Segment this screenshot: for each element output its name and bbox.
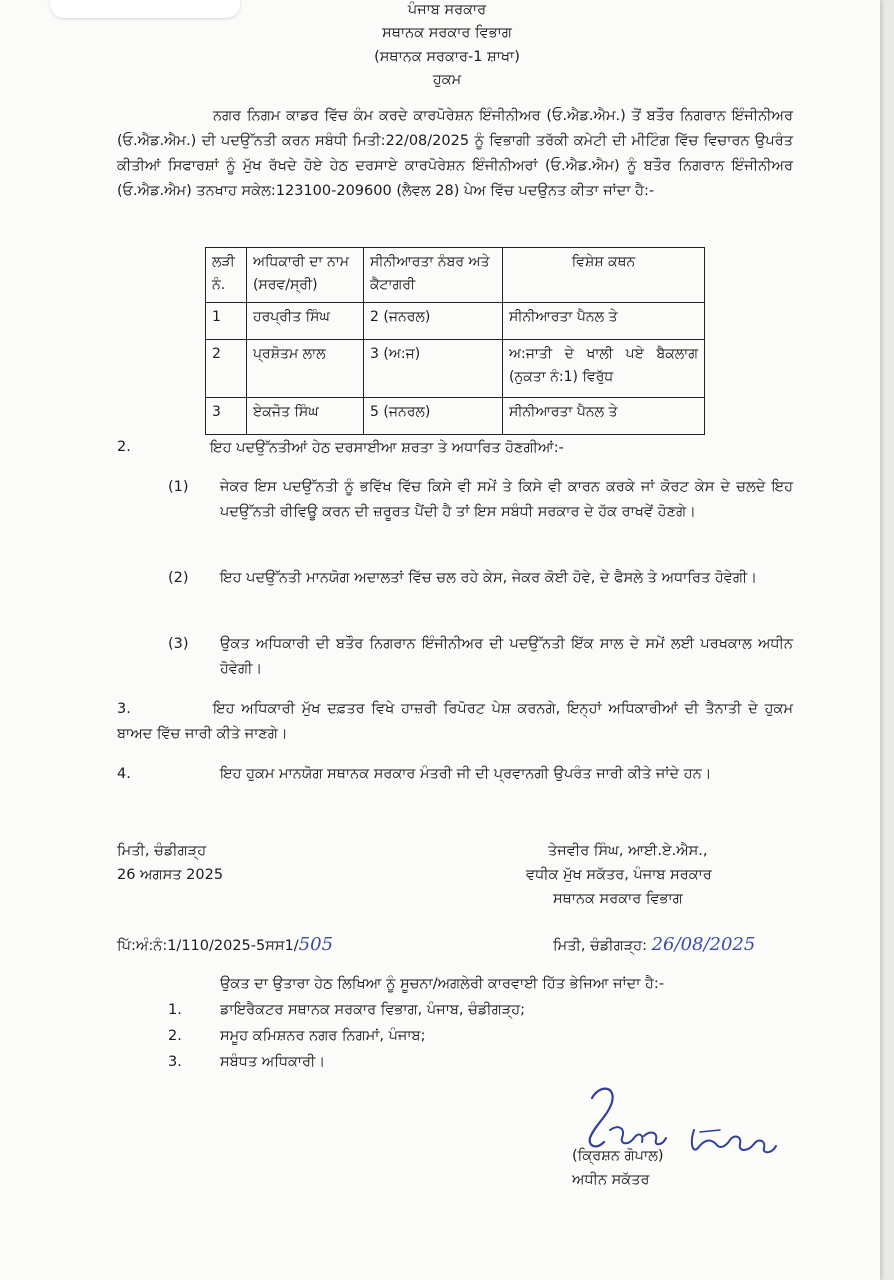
col-header-name: ਅਧਿਕਾਰੀ ਦਾ ਨਾਮ (ਸਰਵ/ਸ੍ਰੀ) bbox=[247, 248, 364, 303]
cell-name: ਹਰਪ੍ਰੀਤ ਸਿੰਘ bbox=[247, 303, 364, 340]
header-government: ਪੰਜਾਬ ਸਰਕਾਰ bbox=[407, 2, 487, 18]
table-row bbox=[206, 303, 705, 340]
issue-date: 26 ਅਗਸਤ 2025 bbox=[117, 867, 224, 883]
copy-item: ਡਾਇਰੈਕਟਰ ਸਥਾਨਕ ਸਰਕਾਰ ਵਿਭਾਗ, ਪੰਜਾਬ, ਚੰਡੀਗੜ੍ਹ; bbox=[220, 1002, 526, 1018]
intro-paragraph bbox=[117, 104, 793, 204]
table-row bbox=[206, 340, 705, 398]
clause-3-text: ਉਕਤ ਅਧਿਕਾਰੀ ਦੀ ਬਤੌਰ ਨਿਗਰਾਨ ਇੰਜੀਨੀਅਰ ਦੀ ਪਦਉੱਨਤੀ ਇੱਕ ਸਾਲ ਦੇ ਸਮੇਂ ਲਈ ਪਰਖਕਾਲ ਅਧੀਨ ਹੋਵੇਗੀ। bbox=[220, 636, 793, 677]
section-3-text: ਇਹ ਅਧਿਕਾਰੀ ਮੁੱਖ ਦਫ਼ਤਰ ਵਿਖੇ ਹਾਜ਼ਰੀ ਰਿਪੋਰਟ ਪੇਸ਼ ਕਰਨਗੇ, ਇਨ੍ਹਾਂ ਅਧਿਕਾਰੀਆਂ ਦੀ ਤੈਨਾਤੀ ਦੇ ਹੁਕਮ ਬਾਅਦ ਵਿੱਚ ਜਾਰੀ ਕੀਤੇ ਜਾਣਗੇ। bbox=[117, 701, 793, 742]
copy-item: ਸਮੂਹ ਕਮਿਸ਼ਨਰ ਨਗਰ ਨਿਗਮਾਂ, ਪੰਜਾਬ; bbox=[220, 1028, 426, 1044]
cell-serial: 1 bbox=[206, 303, 247, 340]
cell-serial: 2 bbox=[206, 340, 247, 398]
copy-item-number: 2. bbox=[168, 1028, 182, 1044]
endorsement-handwritten-number: 505 bbox=[298, 934, 334, 955]
header-branch: (ਸਥਾਨਕ ਸਰਕਾਰ-1 ਸ਼ਾਖਾ) bbox=[374, 49, 520, 65]
undersigned-designation: ਅਧੀਨ ਸਕੱਤਰ bbox=[572, 1172, 650, 1188]
cell-name: ਪ੍ਰਸ਼ੋਤਮ ਲਾਲ bbox=[247, 340, 364, 398]
clause-1-number: (1) bbox=[168, 479, 189, 495]
endorsement-prefix: ਪਿੱ:ਅੰ:ਨੰ:1/110/2025-5ਸਸ1/ bbox=[117, 938, 299, 954]
signatory-designation: ਵਧੀਕ ਮੁੱਖ ਸਕੱਤਰ, ਪੰਜਾਬ ਸਰਕਾਰ bbox=[526, 867, 712, 883]
copy-item-number: 3. bbox=[168, 1054, 182, 1070]
table-row bbox=[206, 398, 705, 435]
clause-1-text: ਜੇਕਰ ਇਸ ਪਦਉੱਨਤੀ ਨੂੰ ਭਵਿੱਖ ਵਿੱਚ ਕਿਸੇ ਵੀ ਸਮੇਂ ਤੇ ਕਿਸੇ ਵੀ ਕਾਰਨ ਕਰਕੇ ਜਾਂ ਕੋਰਟ ਕੇਸ ਦੇ ਚਲਦੇ ਇਹ ਪਦਉੱਨਤੀ ਰੀਵਿਊ ਕਰਨ ਦੀ ਜ਼ਰੂਰਤ ਪੈਂਦੀ ਹੈ ਤਾਂ ਇਸ ਸਬੰਧੀ ਸਰਕਾਰ ਦੇ ਹੱਕ ਰਾਖਵੇਂ ਹੋਣਗੇ। bbox=[220, 479, 793, 520]
table-header-row bbox=[206, 248, 705, 303]
intro-text: ਨਗਰ ਨਿਗਮ ਕਾਡਰ ਵਿੱਚ ਕੰਮ ਕਰਦੇ ਕਾਰਪੋਰੇਸ਼ਨ ਇੰਜੀਨੀਅਰ (ਓ.ਐਡ.ਐਮ.) ਤੋਂ ਬਤੌਰ ਨਿਗਰਾਨ ਇੰਜੀਨੀਅਰ (ਓ.ਐਡ.ਐਮ.) ਦੀ ਪਦਉੱਨਤੀ ਕਰਨ ਸਬੰਧੀ ਮਿਤੀ:22/08/2025 ਨੂੰ ਵਿਭਾਗੀ ਤਰੱਕੀ ਕਮੇਟੀ ਦੀ ਮੀਟਿੰਗ ਵਿੱਚ ਵਿਚਾਰਨ ਉਪਰੰਤ ਕੀਤੀਆਂ ਸਿਫਾਰਸ਼ਾਂ ਨੂੰ ਮੁੱਖ ਰੱਖਦੇ ਹੋਏ ਹੇਠ ਦਰਸਾਏ ਕਾਰਪੋਰੇਸ਼ਨ ਇੰਜੀਨੀਅਰਾਂ (ਓ.ਐਡ.ਐਮ) ਨੂੰ ਬਤੌਰ ਨਿਗਰਾਨ ਇੰਜੀਨੀਅਰ (ਓ.ਐਡ.ਐਮ) ਤਨਖਾਹ ਸਕੇਲ:123100-209600 (ਲੈਵਲ 28) ਪੇਅ ਵਿੱਚ ਪਦਉਨਤ ਕੀਤਾ ਜਾਂਦਾ ਹੈ:- bbox=[117, 108, 793, 199]
cell-serial: 3 bbox=[206, 398, 247, 435]
undersigned-name: (ਕ੍ਰਿਸ਼ਨ ਗੋਪਾਲ) bbox=[572, 1148, 664, 1164]
cell-remarks: ਸੀਨੀਆਰਤਾ ਪੈਨਲ ਤੇ bbox=[503, 398, 705, 435]
cell-remarks: ਅ:ਜਾਤੀ ਦੇ ਖਾਲੀ ਪਏ ਬੈਕਲਾਗ (ਨੁਕਤਾ ਨੰ:1) ਵਿਰੁੱਧ bbox=[503, 340, 705, 398]
col-header-serial: ਲੜੀ ਨੰ. bbox=[206, 248, 247, 303]
clause-3-number: (3) bbox=[168, 636, 189, 652]
endorsement-date bbox=[553, 934, 755, 955]
cell-name: ਏਕਜੋਤ ਸਿੰਘ bbox=[247, 398, 364, 435]
col-header-remarks: ਵਿਸ਼ੇਸ਼ ਕਥਨ bbox=[503, 248, 705, 303]
endorsement-number bbox=[117, 934, 333, 955]
copy-item: ਸਬੰਧਤ ਅਧਿਕਾਰੀ। bbox=[220, 1054, 326, 1070]
endorsement-date-label: ਮਿਤੀ, ਚੰਡੀਗੜ੍ਹ: bbox=[553, 938, 647, 954]
section-3-number: 3. bbox=[117, 701, 131, 717]
section-3 bbox=[117, 697, 793, 747]
copy-item-number: 1. bbox=[168, 1002, 182, 1018]
clause-2-text: ਇਹ ਪਦਉੱਨਤੀ ਮਾਨਯੋਗ ਅਦਾਲਤਾਂ ਵਿੱਚ ਚਲ ਰਹੇ ਕੇਸ, ਜੇਕਰ ਕੋਈ ਹੋਵੇ, ਦੇ ਫੈਸਲੇ ਤੇ ਅਧਾਰਿਤ ਹੋਵੇਗੀ। bbox=[220, 570, 758, 586]
cell-seniority: 3 (ਅ:ਜ) bbox=[364, 340, 503, 398]
signatory-name: ਤੇਜਵੀਰ ਸਿੰਘ, ਆਈ.ਏ.ਐਸ., bbox=[548, 843, 708, 859]
promotion-table bbox=[205, 247, 705, 435]
section-2-text: ਇਹ ਪਦਉੱਨਤੀਆਂ ਹੇਠ ਦਰਸਾਈਆ ਸ਼ਰਤਾ ਤੇ ਅਧਾਰਿਤ ਹੋਣਗੀਆਂ:- bbox=[210, 440, 564, 456]
section-4-number: 4. bbox=[117, 766, 131, 782]
place-label: ਮਿਤੀ, ਚੰਡੀਗੜ੍ਹ bbox=[117, 843, 207, 859]
clause-2-number: (2) bbox=[168, 570, 189, 586]
section-4-text: ਇਹ ਹੁਕਮ ਮਾਨਯੋਗ ਸਥਾਨਕ ਸਰਕਾਰ ਮੰਤਰੀ ਜੀ ਦੀ ਪ੍ਰਵਾਨਗੀ ਉਪਰੰਤ ਜਾਰੀ ਕੀਤੇ ਜਾਂਦੇ ਹਨ। bbox=[220, 766, 712, 782]
header-department: ਸਥਾਨਕ ਸਰਕਾਰ ਵਿਭਾਗ bbox=[382, 25, 512, 41]
col-header-seniority: ਸੀਨੀਆਰਤਾ ਨੰਬਰ ਅਤੇ ਕੈਟਾਗਰੀ bbox=[364, 248, 503, 303]
cell-seniority: 2 (ਜਨਰਲ) bbox=[364, 303, 503, 340]
signatory-department: ਸਥਾਨਕ ਸਰਕਾਰ ਵਿਭਾਗ bbox=[553, 891, 683, 907]
section-3-paragraph bbox=[117, 697, 793, 747]
cell-remarks: ਸੀਨੀਆਰਤਾ ਪੈਨਲ ਤੇ bbox=[503, 303, 705, 340]
header-order: ਹੁਕਮ bbox=[432, 72, 462, 88]
copy-forwarded-text: ਉਕਤ ਦਾ ਉਤਾਰਾ ਹੇਠ ਲਿਖਿਆ ਨੂੰ ਸੂਚਨਾ/ਅਗਲੇਰੀ ਕਾਰਵਾਈ ਹਿੱਤ ਭੇਜਿਆ ਜਾਂਦਾ ਹੈ:- bbox=[220, 976, 665, 992]
endorsement-handwritten-date: 26/08/2025 bbox=[651, 934, 756, 955]
section-2-number: 2. bbox=[117, 439, 131, 455]
cell-seniority: 5 (ਜਨਰਲ) bbox=[364, 398, 503, 435]
